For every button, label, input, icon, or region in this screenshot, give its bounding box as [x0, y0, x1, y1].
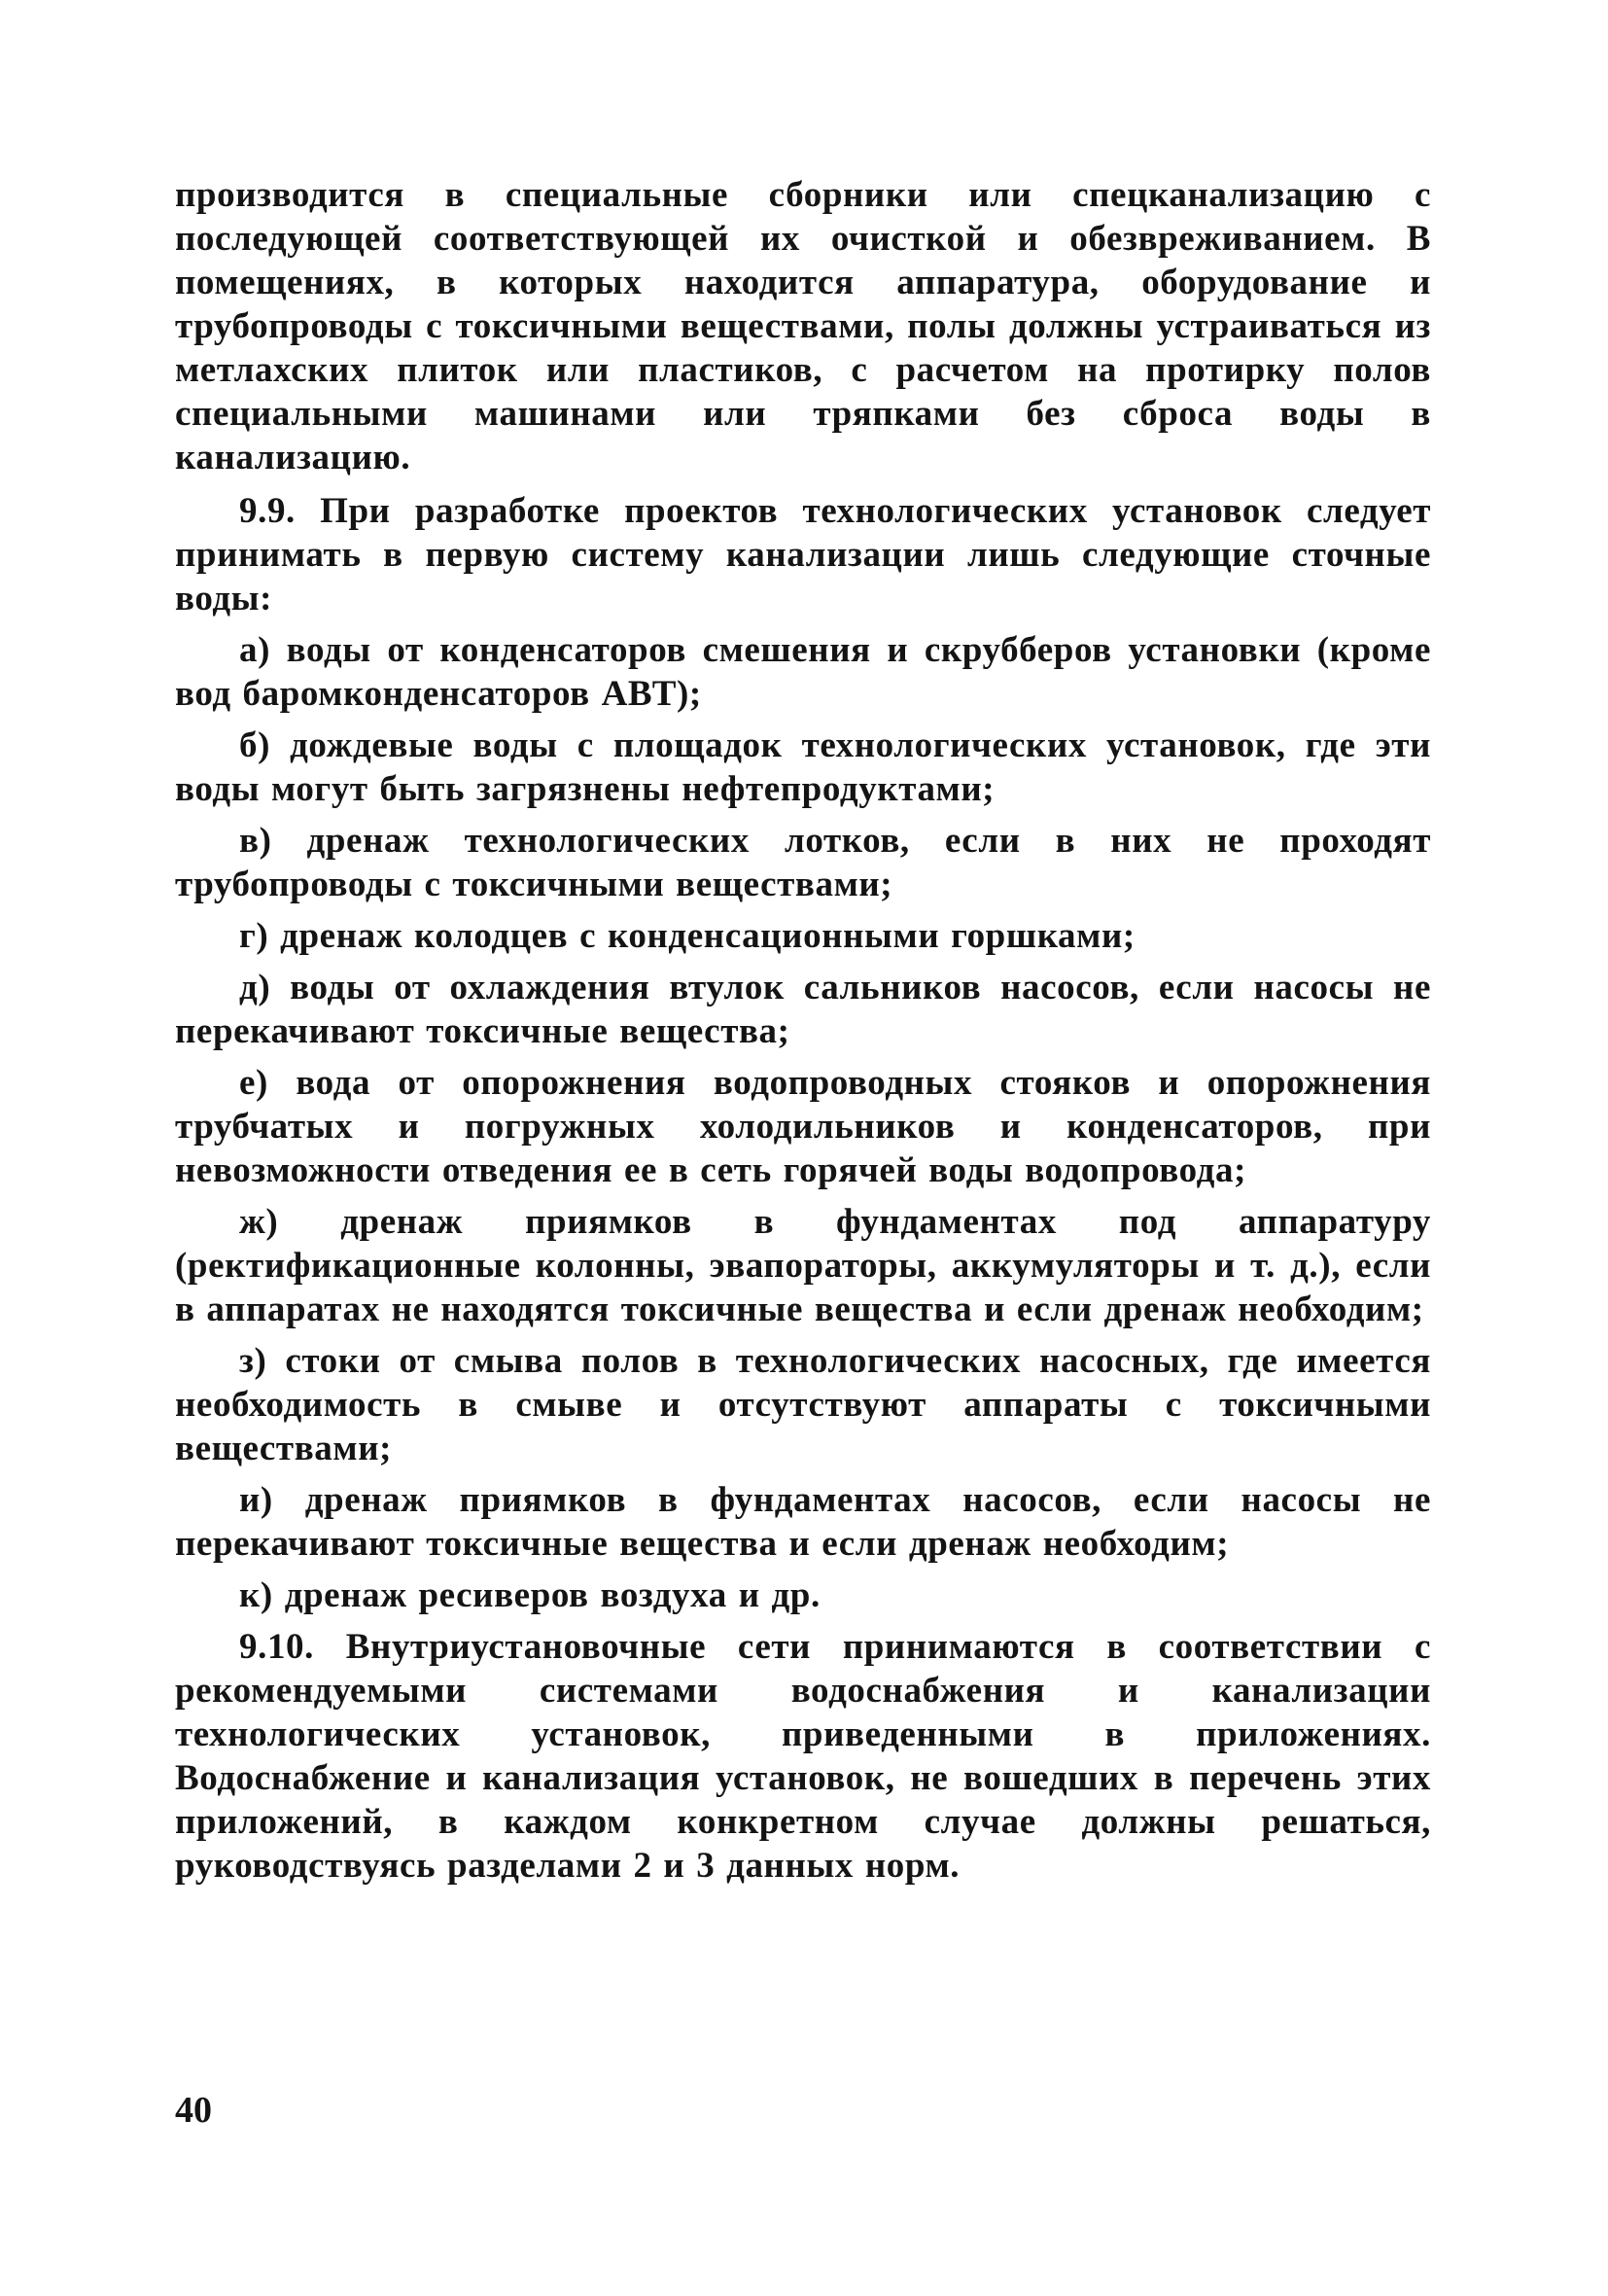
section-number: 9.10. — [239, 1627, 314, 1667]
list-item-zh: ж) дренаж приямков в фундаментах под аппаратуру (ректификационные колонны, эвапораторы, аккумуляторы и т. д.), если в аппаратах не находятся токсичные вещества и если дренаж необходим; — [175, 1202, 1431, 1329]
list-item-k: к) дренаж ресиверов воздуха и др. — [239, 1575, 821, 1615]
list-item-d: д) воды от охлаждения втулок сальников насосов, если насосы не перекачивают токсичные вещества; — [175, 968, 1431, 1051]
list-item-a: а) воды от конденсаторов смешения и скрубберов установки (кроме вод баромконденсаторов АВТ); — [175, 630, 1431, 714]
list-item-z: з) стоки от смыва полов в технологических насосных, где имеется необходимость в смыве и отсутствуют аппараты с токсичными веществами; — [175, 1341, 1431, 1468]
list-item-g: г) дренаж колодцев с конденсационными горшками; — [239, 916, 1136, 956]
list-item-v: в) дренаж технологических лотков, если в них не проходят трубопроводы с токсичными веществами; — [175, 821, 1431, 904]
section-text: Внутриустановочные сети принимаются в соответствии с рекомендуемыми системами водоснабжения и канализации технологических установок, приведенными в приложениях. Водоснабжение и канализация установок, не вошедших в перечень этих приложений, в каждом конкретном случае должны решаться, руководствуясь разделами 2 и 3 данных норм. — [175, 1627, 1431, 1886]
list-item-b: б) дождевые воды с площадок технологических установок, где эти воды могут быть загрязнены нефтепродуктами; — [175, 725, 1431, 809]
page-number: 40 — [175, 2090, 212, 2131]
section-9-9 — [175, 489, 1431, 620]
list-item-i: и) дренаж приямков в фундаментах насосов, если насосы не перекачивают токсичные вещества и если дренаж необходим; — [175, 1480, 1431, 1564]
body-text — [175, 173, 1431, 1895]
list-item-e: е) вода от опорожнения водопроводных стояков и опорожнения трубчатых и погружных холодильников и конденсаторов, при невозможности отведения ее в сеть горячей воды водопровода; — [175, 1063, 1431, 1190]
section-number: 9.9. — [239, 491, 296, 531]
paragraph-intro: производится в специальные сборники или спецканализацию с последующей соответствующей их очисткой и обезвреживанием. В помещениях, в которых находится аппаратура, оборудование и трубопроводы с токсичными веществами, полы должны устраиваться из метлахских плиток или пластиков, с расчетом на протирку полов специальными машинами или тряпками без сброса воды в канализацию. — [175, 175, 1431, 477]
section-9-10 — [175, 1625, 1431, 1888]
section-text: При разработке проектов технологических установок следует принимать в первую систему канализации лишь следующие сточные воды: — [175, 491, 1431, 618]
